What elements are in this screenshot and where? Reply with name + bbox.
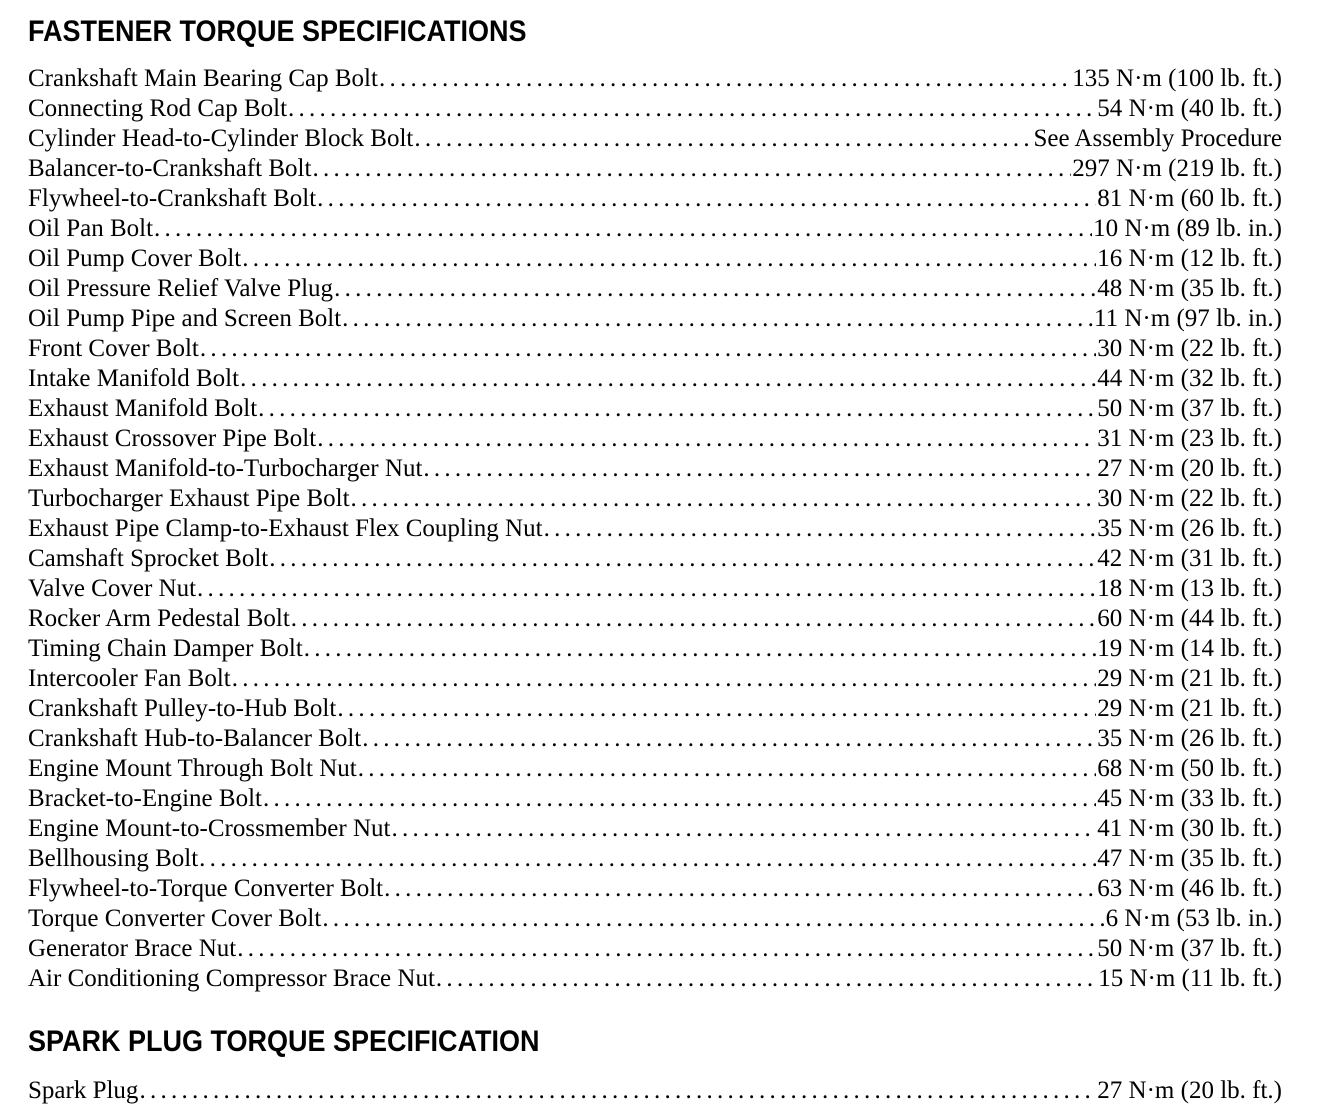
spec-row bbox=[28, 124, 1282, 154]
dot-leader bbox=[154, 214, 1092, 244]
spec-label: Timing Chain Damper Bolt bbox=[28, 635, 303, 662]
dot-leader bbox=[379, 64, 1071, 94]
spec-value: 30 N·m (22 lb. ft.) bbox=[1097, 335, 1282, 362]
torque-spec-page bbox=[28, 12, 1282, 1106]
spec-label: Oil Pump Pipe and Screen Bolt bbox=[28, 305, 342, 332]
dot-leader bbox=[200, 334, 1096, 364]
dot-leader bbox=[423, 454, 1096, 484]
spec-row bbox=[28, 844, 1282, 874]
spec-label: Crankshaft Hub-to-Balancer Bolt bbox=[28, 725, 362, 752]
spec-value: 10 N·m (89 lb. in.) bbox=[1093, 215, 1282, 242]
spec-row bbox=[28, 604, 1282, 634]
dot-leader bbox=[317, 424, 1096, 454]
spec-row bbox=[28, 724, 1282, 754]
spec-value: 47 N·m (35 lb. ft.) bbox=[1097, 845, 1282, 872]
spec-row bbox=[28, 244, 1282, 274]
spec-label: Oil Pan Bolt bbox=[28, 215, 154, 242]
spec-row bbox=[28, 64, 1282, 94]
dot-leader bbox=[436, 964, 1097, 994]
spec-label: Oil Pressure Relief Valve Plug bbox=[28, 275, 334, 302]
dot-leader bbox=[358, 754, 1097, 784]
spec-value: 297 N·m (219 lb. ft.) bbox=[1072, 155, 1282, 182]
spec-value: 81 N·m (60 lb. ft.) bbox=[1097, 185, 1282, 212]
spec-row bbox=[28, 274, 1282, 304]
spec-label: Connecting Rod Cap Bolt bbox=[28, 95, 288, 122]
dot-leader bbox=[337, 694, 1096, 724]
spec-label: Rocker Arm Pedestal Bolt bbox=[28, 605, 290, 632]
spec-label: Generator Brace Nut bbox=[28, 935, 237, 962]
spec-value: 42 N·m (31 lb. ft.) bbox=[1097, 545, 1282, 572]
dot-leader bbox=[544, 514, 1097, 544]
spec-value: 19 N·m (14 lb. ft.) bbox=[1097, 635, 1282, 662]
spec-value: 68 N·m (50 lb. ft.) bbox=[1097, 755, 1282, 782]
spec-label: Flywheel-to-Torque Converter Bolt bbox=[28, 875, 384, 902]
spec-value: 63 N·m (46 lb. ft.) bbox=[1097, 875, 1282, 902]
spec-row bbox=[28, 694, 1282, 724]
spec-value: 29 N·m (21 lb. ft.) bbox=[1097, 695, 1282, 722]
spec-label: Engine Mount Through Bolt Nut bbox=[28, 755, 357, 782]
spark-spec-list bbox=[28, 1076, 1282, 1106]
spec-row bbox=[28, 334, 1282, 364]
spec-row bbox=[28, 634, 1282, 664]
dot-leader bbox=[237, 934, 1096, 964]
dot-leader bbox=[342, 304, 1093, 334]
spec-row bbox=[28, 904, 1282, 934]
spec-label: Camshaft Sprocket Bolt bbox=[28, 545, 269, 572]
spec-row bbox=[28, 574, 1282, 604]
spec-row bbox=[28, 814, 1282, 844]
spec-row bbox=[28, 394, 1282, 424]
dot-leader bbox=[317, 184, 1096, 214]
dot-leader bbox=[199, 844, 1096, 874]
dot-leader bbox=[351, 484, 1097, 514]
spec-value: 48 N·m (35 lb. ft.) bbox=[1097, 275, 1282, 302]
spec-value: 27 N·m (20 lb. ft.) bbox=[1097, 1077, 1282, 1104]
spec-value: 135 N·m (100 lb. ft.) bbox=[1072, 65, 1282, 92]
spec-label: Flywheel-to-Crankshaft Bolt bbox=[28, 185, 317, 212]
spec-label: Bracket-to-Engine Bolt bbox=[28, 785, 262, 812]
dot-leader bbox=[334, 274, 1096, 304]
spec-value: 35 N·m (26 lb. ft.) bbox=[1097, 515, 1282, 542]
spec-value: 31 N·m (23 lb. ft.) bbox=[1097, 425, 1282, 452]
spec-label: Balancer-to-Crankshaft Bolt bbox=[28, 155, 312, 182]
spec-row bbox=[28, 1076, 1282, 1106]
spec-value: 6 N·m (53 lb. in.) bbox=[1105, 905, 1282, 932]
spec-value: 29 N·m (21 lb. ft.) bbox=[1097, 665, 1282, 692]
dot-leader bbox=[291, 604, 1097, 634]
spec-row bbox=[28, 964, 1282, 994]
dot-leader bbox=[240, 364, 1096, 394]
dot-leader bbox=[258, 394, 1096, 424]
spec-label: Exhaust Manifold Bolt bbox=[28, 395, 258, 422]
spec-label: Exhaust Pipe Clamp-to-Exhaust Flex Coupling Nut bbox=[28, 515, 543, 542]
spec-row bbox=[28, 664, 1282, 694]
spec-value: 15 N·m (11 lb. ft.) bbox=[1098, 965, 1282, 992]
spec-value: 11 N·m (97 lb. in.) bbox=[1094, 305, 1282, 332]
spark-section-title: SPARK PLUG TORQUE SPECIFICATION bbox=[28, 1025, 540, 1058]
spec-label: Valve Cover Nut bbox=[28, 575, 197, 602]
dot-leader bbox=[384, 874, 1096, 904]
spec-label: Intake Manifold Bolt bbox=[28, 365, 240, 392]
fastener-spec-list bbox=[28, 64, 1282, 994]
spec-label: Crankshaft Main Bearing Cap Bolt bbox=[28, 65, 378, 92]
spec-row bbox=[28, 544, 1282, 574]
spec-row bbox=[28, 214, 1282, 244]
spec-value: 16 N·m (12 lb. ft.) bbox=[1097, 245, 1282, 272]
spec-label: Air Conditioning Compressor Brace Nut bbox=[28, 965, 435, 992]
dot-leader bbox=[263, 784, 1096, 814]
spec-row bbox=[28, 514, 1282, 544]
dot-leader bbox=[197, 574, 1096, 604]
spec-value: 44 N·m (32 lb. ft.) bbox=[1097, 365, 1282, 392]
spec-label: Engine Mount-to-Crossmember Nut bbox=[28, 815, 391, 842]
fastener-section-title: FASTENER TORQUE SPECIFICATIONS bbox=[28, 15, 527, 48]
spec-value: 41 N·m (30 lb. ft.) bbox=[1097, 815, 1282, 842]
dot-leader bbox=[139, 1076, 1096, 1106]
spec-row bbox=[28, 424, 1282, 454]
dot-leader bbox=[322, 904, 1104, 934]
spec-row bbox=[28, 934, 1282, 964]
section-spacer bbox=[28, 994, 1282, 1022]
spec-value: 50 N·m (37 lb. ft.) bbox=[1097, 935, 1282, 962]
dot-leader bbox=[269, 544, 1096, 574]
spec-row bbox=[28, 454, 1282, 484]
spec-row bbox=[28, 754, 1282, 784]
dot-leader bbox=[232, 664, 1097, 694]
spec-row bbox=[28, 784, 1282, 814]
spec-row bbox=[28, 184, 1282, 214]
spec-row bbox=[28, 874, 1282, 904]
spec-value: 54 N·m (40 lb. ft.) bbox=[1097, 95, 1282, 122]
spec-label: Exhaust Crossover Pipe Bolt bbox=[28, 425, 317, 452]
spec-label: Torque Converter Cover Bolt bbox=[28, 905, 322, 932]
spec-row bbox=[28, 484, 1282, 514]
spec-value: See Assembly Procedure bbox=[1033, 125, 1282, 152]
spec-label: Front Cover Bolt bbox=[28, 335, 199, 362]
spec-row bbox=[28, 154, 1282, 184]
spec-value: 30 N·m (22 lb. ft.) bbox=[1097, 485, 1282, 512]
spec-value: 35 N·m (26 lb. ft.) bbox=[1097, 725, 1282, 752]
spec-value: 27 N·m (20 lb. ft.) bbox=[1097, 455, 1282, 482]
spec-value: 18 N·m (13 lb. ft.) bbox=[1097, 575, 1282, 602]
spec-value: 45 N·m (33 lb. ft.) bbox=[1097, 785, 1282, 812]
spec-label: Cylinder Head-to-Cylinder Block Bolt bbox=[28, 125, 414, 152]
spec-label: Intercooler Fan Bolt bbox=[28, 665, 231, 692]
spec-value: 50 N·m (37 lb. ft.) bbox=[1097, 395, 1282, 422]
dot-leader bbox=[288, 94, 1096, 124]
spec-row bbox=[28, 304, 1282, 334]
dot-leader bbox=[304, 634, 1097, 664]
spec-row bbox=[28, 94, 1282, 124]
dot-leader bbox=[242, 244, 1096, 274]
spec-label: Turbocharger Exhaust Pipe Bolt bbox=[28, 485, 350, 512]
spec-label: Bellhousing Bolt bbox=[28, 845, 199, 872]
spec-row bbox=[28, 364, 1282, 394]
spec-value: 60 N·m (44 lb. ft.) bbox=[1097, 605, 1282, 632]
spec-label: Oil Pump Cover Bolt bbox=[28, 245, 242, 272]
dot-leader bbox=[414, 124, 1032, 154]
dot-leader bbox=[362, 724, 1096, 754]
dot-leader bbox=[391, 814, 1096, 844]
spec-label: Spark Plug bbox=[28, 1077, 139, 1104]
spec-label: Exhaust Manifold-to-Turbocharger Nut bbox=[28, 455, 423, 482]
dot-leader bbox=[312, 154, 1071, 184]
spec-label: Crankshaft Pulley-to-Hub Bolt bbox=[28, 695, 337, 722]
